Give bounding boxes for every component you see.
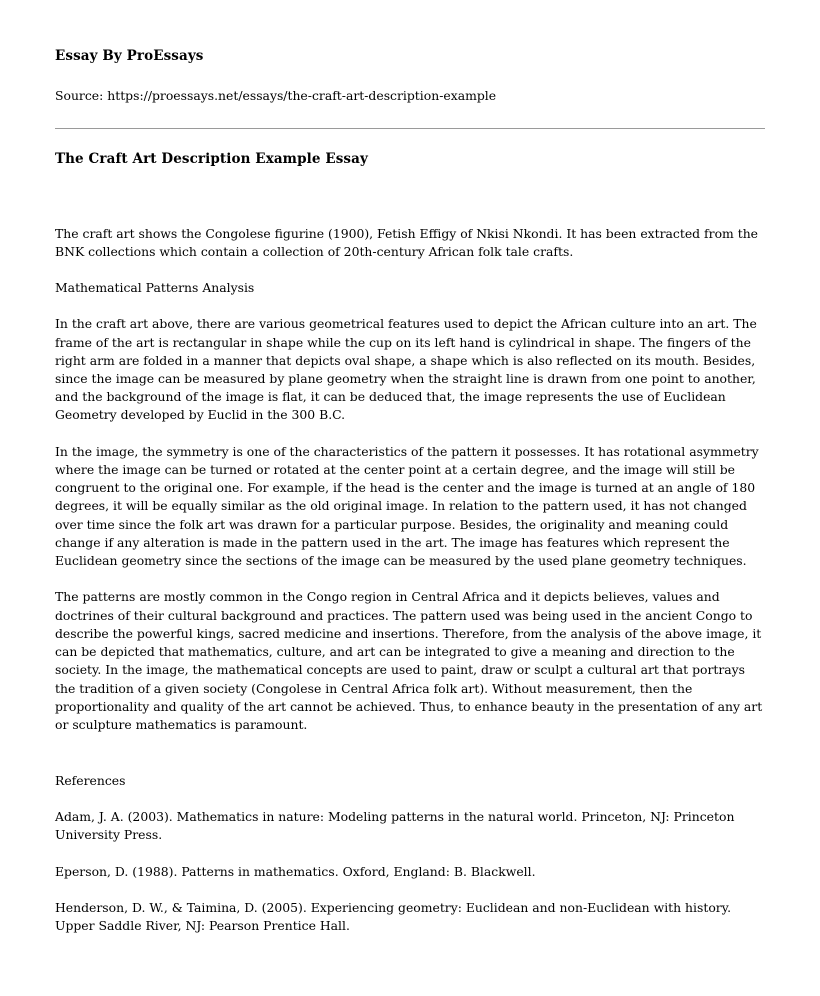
reference-item: Henderson, D. W., & Taimina, D. (2005). Experiencing geometry: Euclidean and non-Euclidean with history. Upper Saddle River, NJ: Pearson Prentice Hall. (55, 899, 732, 934)
body-paragraph-1: In the craft art above, there are various geometrical features used to depict the African culture into an art. The frame of the art is rectangular in shape while the cup on its left hand is cylindrical in shape. The fingers of the right arm are folded in a manner that depicts oval shape, a shape which is also reflected on its mouth. Besides, since the image can be measured by plane geometry when the straight line is drawn from one point to another, and the background of the image is flat, it can be deduced that, the image represents the use of Euclidean Geometry developed by Euclid in the 300 B.C. (55, 316, 757, 423)
body-paragraph-2: In the image, the symmetry is one of the characteristics of the pattern it possesses. It has rotational asymmetry where the image can be turned or rotated at the center point at a certain degree, and the image will still be congruent to the original one. For example, if the head is the center and the image is turned at an angle of 180 degrees, it will be equally similar as the old original image. In relation to the pattern used, it has not changed over time since the folk art was drawn for a particular purpose. Besides, the originality and meaning could change if any alteration is made in the pattern used in the art. The image has features which represent the Euclidean geometry since the sections of the image can be measured by the used plane geometry techniques. (55, 443, 759, 569)
section-heading-mathematical-patterns-analysis: Mathematical Patterns Analysis (55, 280, 255, 296)
intro-paragraph: The craft art shows the Congolese figurine (1900), Fetish Effigy of Nkisi Nkondi. It has been extracted from the BNK collections which contain a collection of 20th-century African folk tale crafts. (55, 225, 759, 260)
body-paragraph-3: The patterns are mostly common in the Congo region in Central Africa and it depicts believes, values and doctrines of their cultural background and practices. The pattern used was being used in the ancient Congo to describe the powerful kings, sacred medicine and insertions. Therefore, from the analysis of the above image, it can be depicted that mathematics, culture, and art can be integrated to give a meaning and direction to the society. In the image, the mathematical concepts are used to paint, draw or sculpt a cultural art that portrays the tradition of a given society (Congolese in Central Africa folk art). Without measurement, then the proportionality and quality of the art cannot be achieved. Thus, to enhance beauty in the presentation of any art or sculpture mathematics is paramount. (55, 589, 763, 732)
source-url-line: Source: https://proessays.net/essays/the-craft-art-description-example (55, 87, 497, 103)
reference-item: Adam, J. A. (2003). Mathematics in nature: Modeling patterns in the natural world. Princeton, NJ: Princeton University Press. (55, 809, 735, 843)
reference-item: Eperson, D. (1988). Patterns in mathematics. Oxford, England: B. Blackwell. (55, 863, 536, 879)
site-title: Essay By ProEssays (55, 48, 204, 64)
references-heading: References (55, 773, 126, 789)
header-divider (55, 128, 765, 129)
page-title: The Craft Art Description Example Essay (55, 151, 368, 168)
